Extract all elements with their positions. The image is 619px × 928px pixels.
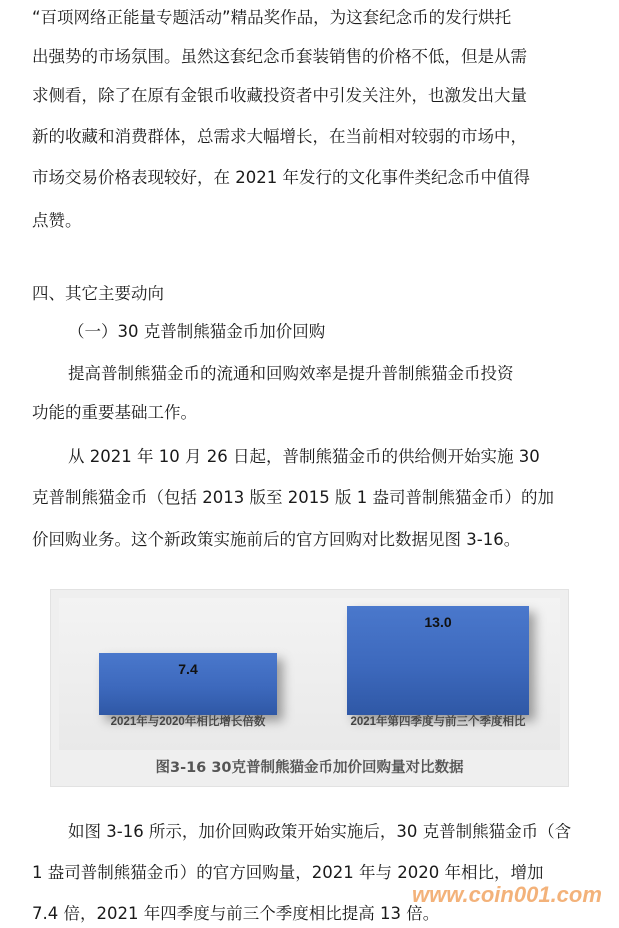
section-heading: 四、其它主要动向 (32, 284, 164, 303)
figure-3-16 (50, 589, 569, 787)
chart-bar (99, 653, 277, 715)
text-line: 7.4 倍，2021 年四季度与前三个季度相比提高 13 倍。 (32, 904, 440, 923)
category-label: 2021年与2020年相比增长倍数 (110, 716, 266, 728)
text-line: 新的收藏和消费群体，总需求大幅增长，在当前相对较弱的市场中， (32, 127, 527, 146)
text-line: 从 2021 年 10 月 26 日起，普制熊猫金币的供给侧开始实施 30 (68, 447, 540, 466)
text-line: 如图 3-16 所示，加价回购政策开始实施后，30 克普制熊猫金币（含 (68, 822, 572, 841)
text-line: 1 盎司普制熊猫金币）的官方回购量，2021 年与 2020 年相比，增加 (32, 863, 544, 882)
text-line: 市场交易价格表现较好，在 2021 年发行的文化事件类纪念币中值得 (32, 168, 530, 187)
bar-chart (59, 598, 560, 750)
text-line: 提高普制熊猫金币的流通和回购效率是提升普制熊猫金币投资 (68, 364, 514, 383)
text-line: 价回购业务。这个新政策实施前后的官方回购对比数据见图 3-16。 (32, 530, 521, 549)
bar-data-label: 13.0 (424, 614, 452, 630)
chart-bar (347, 606, 529, 715)
figure-caption: 图3-16 30克普制熊猫金币加价回购量对比数据 (155, 760, 464, 776)
text-line: 点赞。 (32, 211, 82, 230)
site-watermark: www.coin001.com (412, 882, 602, 907)
category-label: 2021年第四季度与前三个季度相比 (350, 716, 526, 728)
bar-data-label: 7.4 (178, 661, 198, 677)
text-line: “百项网络正能量专题活动”精品奖作品，为这套纪念币的发行烘托 (32, 8, 512, 27)
text-line: 功能的重要基础工作。 (32, 403, 197, 422)
subsection-heading: （一）30 克普制熊猫金币加价回购 (68, 322, 326, 341)
text-line: 求侧看，除了在原有金银币收藏投资者中引发关注外，也激发出大量 (32, 86, 527, 105)
text-line: 克普制熊猫金币（包括 2013 版至 2015 版 1 盎司普制熊猫金币）的加 (32, 488, 554, 507)
text-line: 出强势的市场氛围。虽然这套纪念币套装销售的价格不低，但是从需 (32, 47, 527, 66)
